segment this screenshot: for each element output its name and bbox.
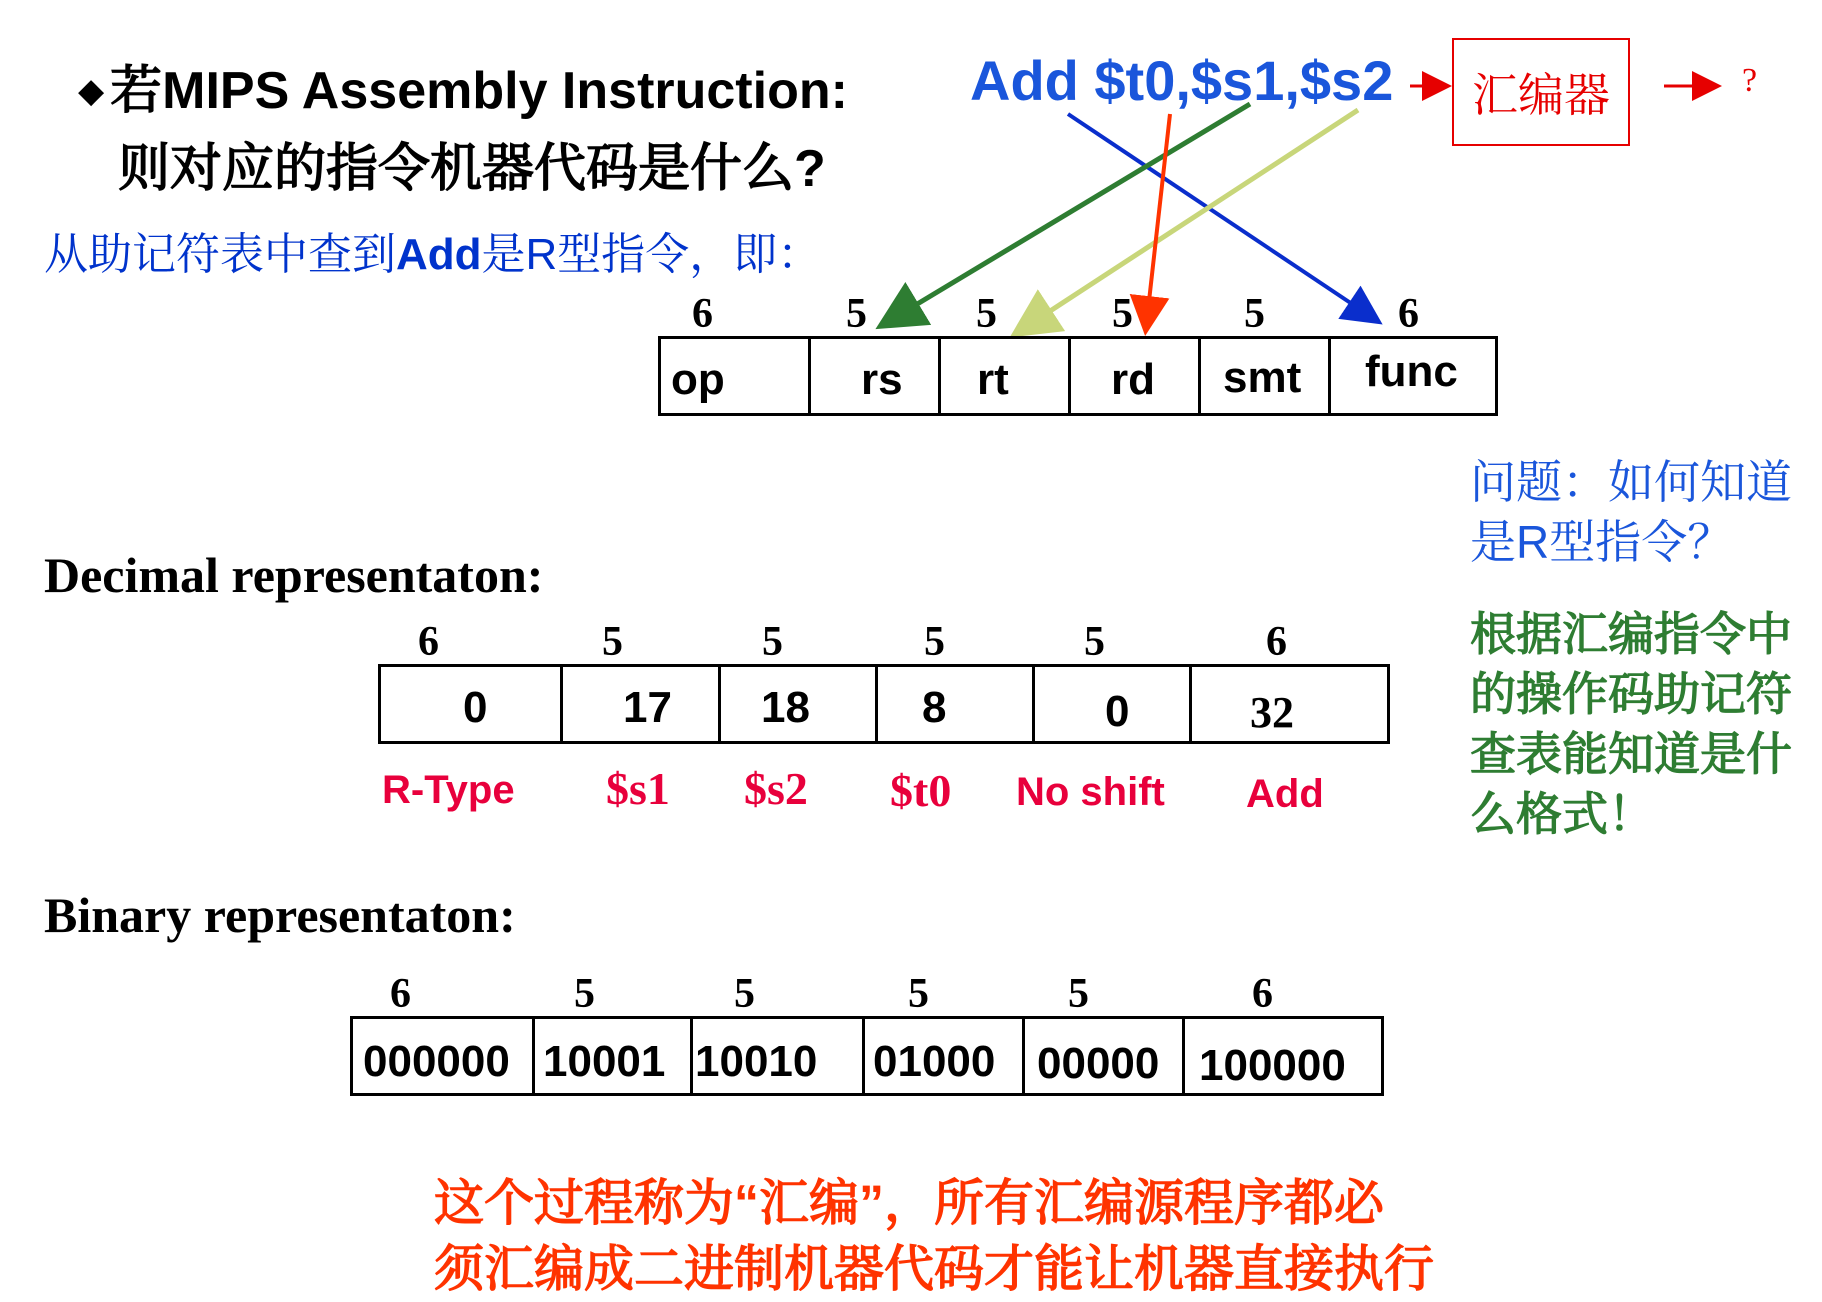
output-question-mark: ? bbox=[1742, 62, 1758, 99]
binary-bits-rs: 5 bbox=[574, 971, 595, 1017]
binary-row bbox=[350, 1016, 1384, 1096]
binary-rd: 01000 bbox=[865, 1019, 1025, 1093]
bits-rs: 5 bbox=[846, 291, 867, 337]
decimal-bits-rt: 5 bbox=[762, 619, 783, 665]
binary-op: 000000 bbox=[353, 1019, 535, 1093]
label-r-type: R-Type bbox=[382, 768, 515, 812]
binary-title: Binary representaton: bbox=[44, 887, 516, 943]
decimal-func: 32 bbox=[1250, 688, 1294, 737]
decimal-op: 0 bbox=[381, 667, 563, 741]
side-question: 问题：如何知道 是R型指令？ bbox=[1470, 456, 1792, 568]
label-s2: $s2 bbox=[744, 763, 808, 814]
assembler-box: 汇编器 bbox=[1452, 38, 1630, 146]
side-answer: 根据汇编指令中 的操作码助记符 查表能知道是什 么格式！ bbox=[1470, 608, 1792, 840]
binary-bits-func: 6 bbox=[1252, 971, 1273, 1017]
question-line-1: ◆ 若MIPS Assembly Instruction: bbox=[78, 62, 848, 120]
decimal-title: Decimal representaton: bbox=[44, 547, 544, 603]
decimal-bits-smt: 5 bbox=[1084, 619, 1105, 665]
decimal-row bbox=[378, 664, 1390, 744]
decimal-bits-op: 6 bbox=[418, 619, 439, 665]
field-op: op bbox=[661, 339, 811, 413]
decimal-bits-func: 6 bbox=[1266, 619, 1287, 665]
bits-func: 6 bbox=[1398, 291, 1419, 337]
decimal-rs: 17 bbox=[563, 667, 721, 741]
question-line-2: 则对应的指令机器代码是什么? bbox=[118, 140, 826, 198]
field-rd: rd bbox=[1071, 339, 1201, 413]
label-s1: $s1 bbox=[606, 763, 670, 814]
binary-bits-op: 6 bbox=[390, 971, 411, 1017]
binary-func: 100000 bbox=[1199, 1041, 1346, 1090]
decimal-bits-rd: 5 bbox=[924, 619, 945, 665]
binary-bits-rd: 5 bbox=[908, 971, 929, 1017]
arrow-t0-to-rd bbox=[1146, 114, 1170, 328]
label-no-shift: No shift bbox=[1016, 770, 1165, 814]
decimal-bits-rs: 5 bbox=[602, 619, 623, 665]
label-t0: $t0 bbox=[890, 765, 952, 816]
binary-bits-rt: 5 bbox=[734, 971, 755, 1017]
bits-rd: 5 bbox=[1112, 291, 1133, 337]
diamond-bullet-icon: ◆ bbox=[78, 72, 105, 110]
bits-rt: 5 bbox=[976, 291, 997, 337]
binary-rt: 10010 bbox=[693, 1019, 865, 1093]
field-rs: rs bbox=[811, 339, 941, 413]
field-func: func bbox=[1365, 347, 1458, 396]
binary-rs: 10001 bbox=[535, 1019, 693, 1093]
binary-smt: 00000 bbox=[1025, 1019, 1185, 1093]
bits-op: 6 bbox=[692, 291, 713, 337]
bits-smt: 5 bbox=[1244, 291, 1265, 337]
decimal-rd: 8 bbox=[878, 667, 1035, 741]
field-smt: smt bbox=[1201, 339, 1331, 413]
field-rt: rt bbox=[941, 339, 1071, 413]
lookup-text: 从助记符表中查到Add是R型指令，即： bbox=[44, 230, 822, 279]
label-add: Add bbox=[1246, 772, 1324, 816]
assembly-instruction: Add $t0,$s1,$s2 bbox=[970, 49, 1394, 112]
field-format-row bbox=[658, 336, 1498, 416]
decimal-smt: 0 bbox=[1035, 667, 1192, 741]
bottom-note: 这个过程称为“汇编”，所有汇编源程序都必 须汇编成二进制机器代码才能让机器直接执行 bbox=[434, 1175, 1434, 1297]
decimal-rt: 18 bbox=[721, 667, 878, 741]
binary-bits-smt: 5 bbox=[1068, 971, 1089, 1017]
